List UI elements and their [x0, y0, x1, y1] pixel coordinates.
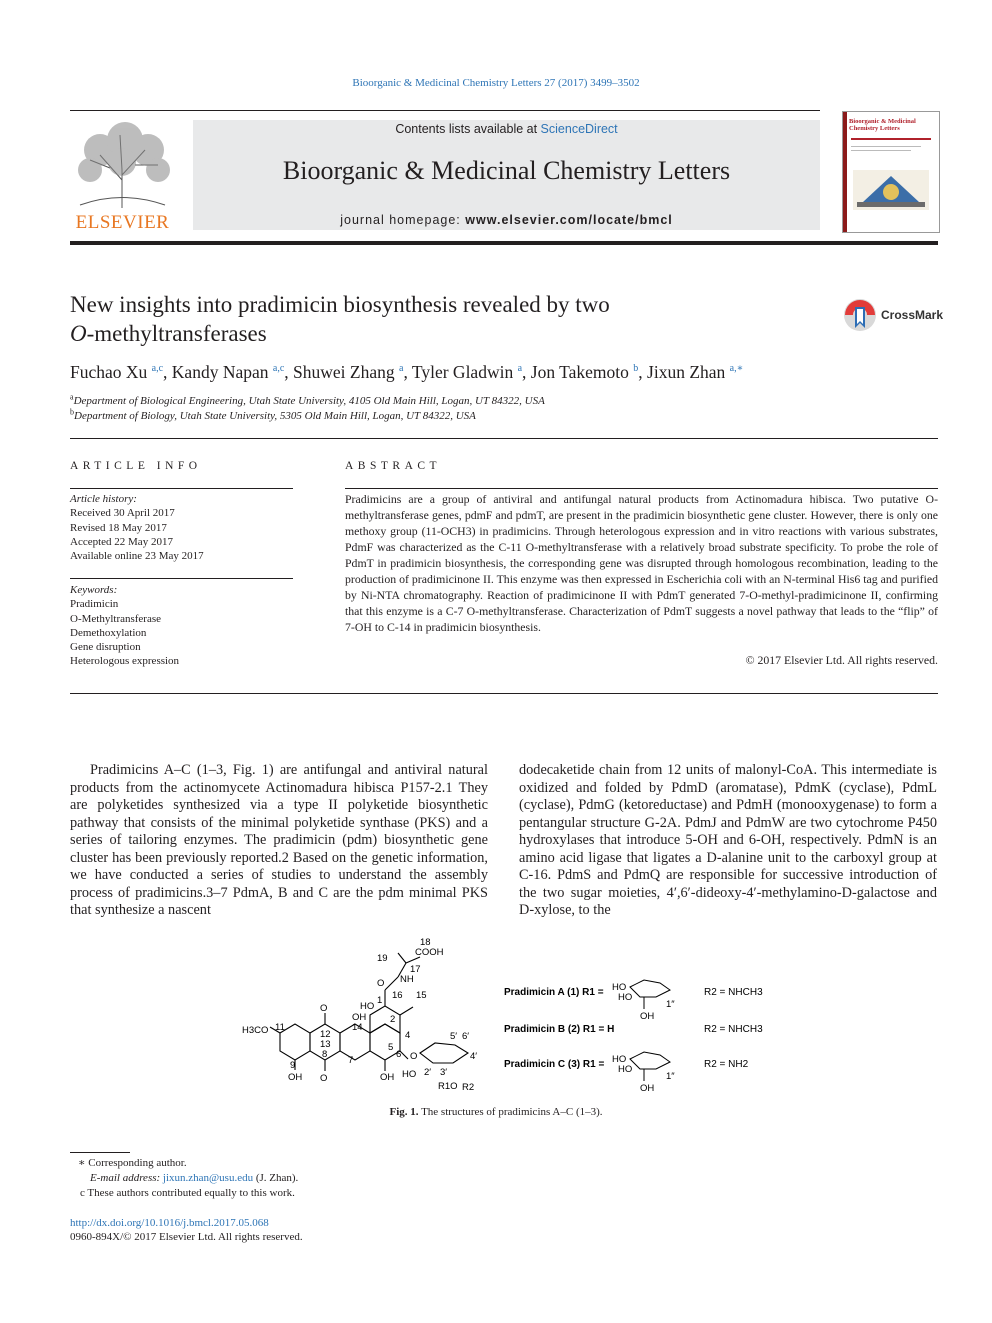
svg-text:15: 15: [416, 990, 427, 1001]
sciencedirect-link[interactable]: ScienceDirect: [540, 122, 618, 136]
svg-text:7: 7: [348, 1055, 354, 1066]
keyword: O-Methyltransferase: [70, 612, 162, 625]
svg-text:Pradimicin A (1) R1 =: Pradimicin A (1) R1 =: [504, 987, 604, 998]
svg-text:HO: HO: [612, 982, 627, 993]
svg-text:R2 = NH2: R2 = NH2: [704, 1059, 749, 1070]
crossmark-badge[interactable]: [843, 298, 943, 334]
svg-text:H3CO: H3CO: [242, 1025, 269, 1036]
svg-text:Pradimicin B (2) R1 = H: Pradimicin B (2) R1 = H: [504, 1024, 615, 1035]
contents-line: Contents lists available at ScienceDirect: [395, 122, 618, 136]
keyword: Demethoxylation: [70, 626, 147, 639]
svg-text:17: 17: [410, 964, 421, 975]
author[interactable]: Shuwei Zhang $^a$: [293, 362, 404, 382]
abstract-copyright: © 2017 Elsevier Ltd. All rights reserved.: [745, 653, 938, 667]
journal-citation[interactable]: Bioorganic & Medicinal Chemistry Letters 27 (2017) 3499–3502: [352, 77, 640, 89]
svg-text:9: 9: [290, 1060, 296, 1071]
body-column-right: dodecaketide chain from 12 units of malonyl-CoA. This intermediate is oxidized and folded by PdmD (aromatase), PdmK (cyclase), PdmL (cyclase), PdmG (ketoreductase) and PdmH (monooxygenase) to form a pentangular structure G-2A. PdmJ and PdmW are two cytochrome P450 hydroxylases that introduce 5-OH and 6-OH, respectively. PdmN is an amino acid ligase that ligates a D-alanine unit to the carboxyl group at C-16. PdmS and PdmQ are responsible for successive introduction of the two sugar moieties, 4′,6′-dideoxy-4′-methylamino-D-galactose and D-xylose, to the: [519, 762, 937, 918]
email-note: E-mail address: jixun.zhan@usu.edu (J. Zhan).: [90, 1172, 299, 1184]
cover-line: [851, 146, 921, 147]
journal-cover[interactable]: [842, 111, 940, 233]
corresponding-author-note: ∗ Corresponding author.: [78, 1157, 187, 1169]
divider: [70, 693, 938, 694]
article-history: Article history: Received 30 April 2017 Revised 18 May 2017 Accepted 22 May 2017 Available online 23 May 2017: [70, 493, 204, 563]
svg-text:OH: OH: [352, 1012, 367, 1023]
svg-text:5: 5: [388, 1042, 394, 1053]
affiliation: $^a$Department of Biological Engineering, Utah State University, 4105 Old Main Hill, Logan, UT 84322, USA: [70, 392, 545, 407]
svg-text:HO: HO: [618, 992, 633, 1003]
article-title: [70, 290, 790, 348]
cover-graphic-icon: [853, 170, 929, 210]
svg-text:5′: 5′: [450, 1031, 458, 1042]
keywords: Keywords: Pradimicin O-Methyltransferase Demethoxylation Gene disruption Heterologous expression: [70, 583, 300, 669]
svg-text:16: 16: [392, 990, 403, 1001]
abstract-text: Pradimicins are a group of antiviral and antifungal natural products from Actinomadura hibisca. Two putative O-methyltransferase genes, pdmF and pdmT, are present in the pradimicin biosynthetic gene cluster. However, there is only one methoxy group (11-OCH3) in pradimicins. Through heterologous expression and in vitro reactions with various substrates, PdmF was characterized as the C-11 O-methyltransferase with a relatively broad substrate specificity. To probe the role of PdmT in pradimicin biosynthesis, the corresponding gene was disrupted through homologous recombination, leading to the production of pradimicinone II. This enzyme was then expressed in Escherichia coli with an N-terminal His6 tag and purified by Ni-NTA chromatography. Reaction of pradimicinone II with PdmT generated 7-O-methyl-pradimicinone II, confirming that this enzyme is a C-7 O-methyltransferase. Characterization of PdmT suggests a novel pathway that leads to the “flip” of 7-OH to C-14 in pradimicin biosynthesis.: [345, 492, 938, 634]
svg-text:18: 18: [420, 937, 431, 948]
elsevier-logo: [70, 120, 175, 232]
svg-text:14: 14: [352, 1022, 363, 1033]
elsevier-wordmark: ELSEVIER: [75, 212, 170, 233]
svg-text:O: O: [377, 978, 385, 989]
svg-text:2: 2: [390, 1014, 396, 1025]
cover-title: Bioorganic & Medicinal Chemistry Letters: [849, 118, 916, 132]
svg-text:O: O: [320, 1073, 328, 1084]
svg-text:HO: HO: [618, 1064, 633, 1075]
svg-text:HO: HO: [402, 1069, 417, 1080]
svg-text:R2 = NHCH3: R2 = NHCH3: [704, 987, 763, 998]
svg-text:OH: OH: [640, 1083, 655, 1094]
svg-text:OH: OH: [640, 1011, 655, 1022]
crossmark-icon: [843, 298, 877, 332]
svg-text:HO: HO: [612, 1054, 627, 1065]
keyword: Pradimicin: [70, 598, 119, 611]
svg-text:HO: HO: [360, 1001, 375, 1012]
affiliation: $^b$Department of Biology, Utah State University, 5305 Old Main Hill, Logan, UT 84322, USA: [70, 407, 476, 422]
keyword: Gene disruption: [70, 641, 141, 654]
author[interactable]: Jon Takemoto $^b$: [530, 362, 639, 382]
cover-art: [853, 170, 929, 210]
abstract-heading: ABSTRACT: [345, 460, 442, 472]
svg-text:OH: OH: [380, 1072, 395, 1083]
svg-text:OH: OH: [288, 1072, 303, 1083]
article-info-heading: ARTICLE INFO: [70, 460, 202, 472]
journal-homepage: journal homepage: www.elsevier.com/locate/bmcl: [340, 213, 673, 227]
divider: [70, 438, 938, 439]
pradimicin-structure-diagram: [240, 935, 780, 1095]
body-column-left: Pradimicins A–C (1–3, Fig. 1) are antifungal and antiviral natural products from the actinomycete Actinomadura hibisca P157-2.1 They are polyketides synthesized via a type II polyketide biosynthetic pathway that consists of the minimal polyketide synthase (PKS) and a series of tailoring enzymes. The pradimicin (pdm) biosynthetic gene cluster has been previously reported.2 Based on the genetic information, we have conducted a series of studies to understand the assembly process of pradimicins.3–7 PdmA, B and C are the pdm minimal PKS that synthesize a nascent: [70, 762, 488, 918]
journal-title: Bioorganic & Medicinal Chemistry Letters: [282, 156, 731, 185]
svg-text:Pradimicin C (3) R1 =: Pradimicin C (3) R1 =: [504, 1059, 605, 1070]
header-rule: [70, 110, 820, 111]
title-line-2: O-methyltransferases: [70, 321, 267, 346]
svg-text:8: 8: [322, 1049, 328, 1060]
svg-text:1: 1: [377, 995, 383, 1006]
svg-text:12: 12: [320, 1029, 331, 1040]
svg-text:6: 6: [396, 1049, 402, 1060]
homepage-link[interactable]: www.elsevier.com/locate/bmcl: [465, 213, 673, 227]
svg-text:6′: 6′: [462, 1031, 470, 1042]
svg-text:4′: 4′: [470, 1051, 478, 1062]
doi-link[interactable]: http://dx.doi.org/10.1016/j.bmcl.2017.05.068: [70, 1217, 269, 1229]
equal-contribution-note: c These authors contributed equally to this work.: [80, 1187, 295, 1199]
svg-text:11: 11: [275, 1022, 285, 1033]
cover-line: [851, 150, 911, 151]
email-link[interactable]: jixun.zhan@usu.edu: [162, 1172, 254, 1184]
svg-text:O: O: [410, 1051, 418, 1062]
svg-text:19: 19: [377, 953, 388, 964]
svg-text:1″: 1″: [666, 1071, 675, 1082]
author[interactable]: Jixun Zhan $^{a,∗}$: [647, 362, 744, 382]
svg-text:NH: NH: [400, 974, 414, 985]
svg-text:13: 13: [320, 1039, 331, 1050]
svg-text:2′: 2′: [424, 1067, 432, 1078]
svg-text:1″: 1″: [666, 999, 675, 1010]
svg-text:R2: R2: [462, 1082, 475, 1093]
divider: [70, 488, 293, 489]
svg-text:COOH: COOH: [415, 947, 444, 958]
figure-caption: Fig. 1. The structures of pradimicins A–C (1–3).: [389, 1106, 603, 1118]
keyword: Heterologous expression: [70, 655, 180, 668]
footnote-rule: [70, 1152, 130, 1153]
divider: [345, 488, 938, 489]
crossmark-label: CrossMark: [881, 308, 944, 322]
svg-text:4: 4: [405, 1030, 411, 1041]
svg-text:R2 = NHCH3: R2 = NHCH3: [704, 1024, 763, 1035]
figure-1: [240, 935, 780, 1095]
author[interactable]: Tyler Gladwin $^a$: [411, 362, 523, 382]
svg-text:R1O: R1O: [438, 1081, 458, 1092]
author[interactable]: Fuchao Xu $^{a,c}$: [70, 362, 164, 382]
title-line-1: New insights into pradimicin biosynthesis revealed by two: [70, 292, 610, 317]
svg-text:3′: 3′: [440, 1067, 448, 1078]
author-list: Fuchao Xu $^{a,c}$, Kandy Napan $^{a,c}$, Shuwei Zhang $^a$, Tyler Gladwin $^a$, Jon Takemoto $^b$, Jixun Zhan $^{a,∗}$: [70, 362, 744, 382]
author[interactable]: Kandy Napan $^{a,c}$: [171, 362, 285, 382]
svg-text:O: O: [320, 1003, 328, 1014]
divider: [70, 578, 293, 579]
cover-rule: [851, 138, 931, 140]
header-thick-rule: [70, 241, 938, 245]
issn-copyright: 0960-894X/© 2017 Elsevier Ltd. All rights reserved.: [70, 1231, 303, 1243]
